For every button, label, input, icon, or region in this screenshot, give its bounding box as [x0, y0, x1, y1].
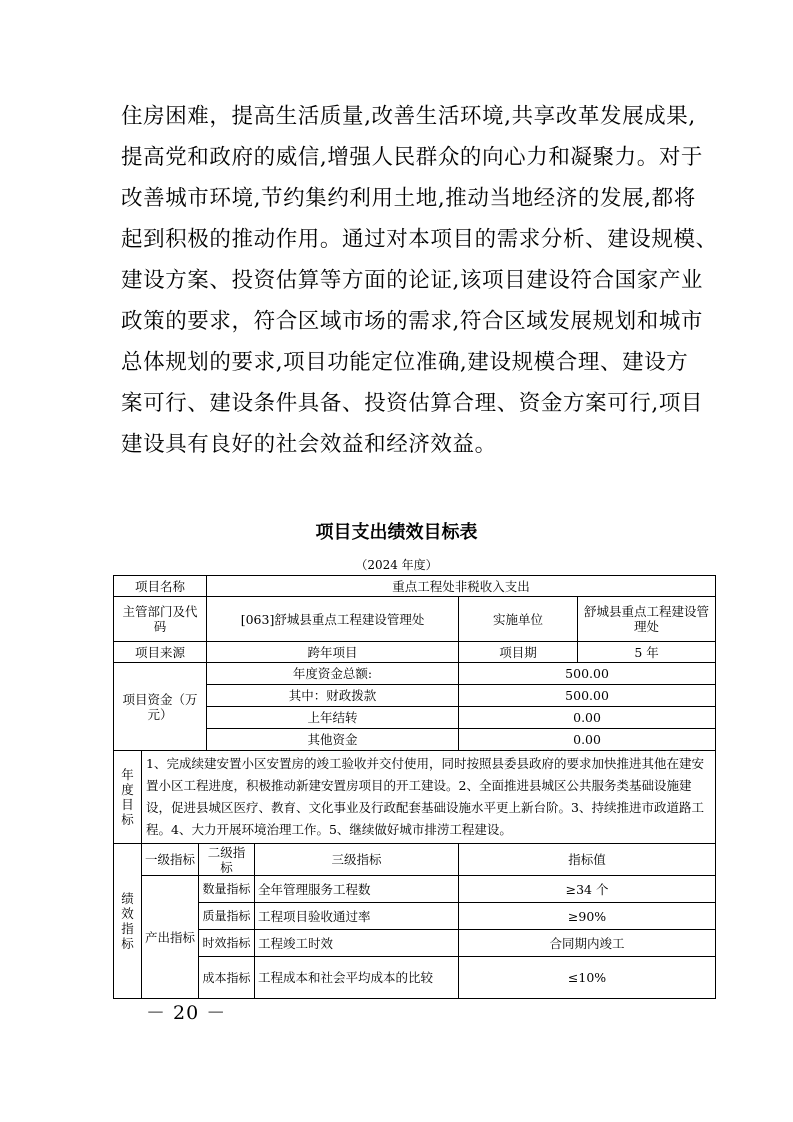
- table-title: 项目支出绩效目标表: [315, 522, 478, 543]
- body-paragraph: [121, 96, 718, 465]
- table-row: [114, 663, 716, 685]
- paragraph-line: 建设具有良好的社会效益和经济效益。: [121, 432, 497, 457]
- table-row: [114, 576, 716, 597]
- paragraph-line: 住房困难，提高生活质量,改善生活环境,共享改革发展成果,: [121, 104, 696, 129]
- period-value: 5 年: [578, 642, 716, 663]
- period-label: 项目期: [459, 642, 578, 663]
- source-value: 跨年项目: [207, 642, 459, 663]
- table-row: [114, 903, 716, 930]
- header-value: 指标值: [459, 844, 716, 876]
- level2-timeliness: 时效指标: [199, 930, 255, 957]
- funds-item-label: 其中：财政拨款: [207, 685, 459, 707]
- funds-item-value: 500.00: [459, 663, 716, 685]
- indicator-value: 合同期内竣工: [459, 930, 716, 957]
- source-label: 项目来源: [114, 642, 207, 663]
- performance-goal-table: [113, 575, 716, 999]
- perf-indicator-label: 绩效指标: [114, 844, 142, 999]
- table-row: [114, 751, 716, 844]
- project-name-label: 项目名称: [114, 576, 207, 597]
- project-name-value: 重点工程处非税收入支出: [207, 576, 716, 597]
- table-row: [114, 642, 716, 663]
- table-row: [114, 957, 716, 999]
- level2-quantity: 数量指标: [199, 876, 255, 903]
- level1-output: 产出指标: [142, 876, 199, 999]
- funds-item-value: 0.00: [459, 729, 716, 751]
- level3-item: 工程成本和社会平均成本的比较: [255, 957, 459, 999]
- indicator-value: ≥90%: [459, 903, 716, 930]
- header-level2: 二级指标: [199, 844, 255, 876]
- dept-value: [063]舒城县重点工程建设管理处: [207, 597, 459, 642]
- paragraph-line: 建设方案、投资估算等方面的论证,该项目建设符合国家产业: [121, 268, 704, 293]
- table-row: [114, 844, 716, 876]
- annual-goal-label: 年度目标: [114, 751, 142, 844]
- header-level1: 一级指标: [142, 844, 199, 876]
- page-number: － 20 －: [146, 1002, 227, 1024]
- table-row: [114, 597, 716, 642]
- table-row: [114, 930, 716, 957]
- level3-item: 全年管理服务工程数: [255, 876, 459, 903]
- table-year: （2024 年度）: [355, 558, 438, 572]
- funds-label: 项目资金（万元）: [114, 663, 207, 751]
- indicator-value: ≤10%: [459, 957, 716, 999]
- funds-item-label: 上年结转: [207, 707, 459, 729]
- annual-goal-text: 1、完成续建安置小区安置房的竣工验收并交付使用，同时按照县委县政府的要求加快推进其他在建安置小区工程进度，积极推动新建安置房项目的开工建设。2、全面推进县城区公共服务类基础设施建设，促进县城区医疗、教育、文化事业及行政配套基础设施水平更上新台阶。3、持续推进市政道路工程。4、大力开展环境治理工作。5、继续做好城市排涝工程建设。: [142, 751, 716, 844]
- level2-cost: 成本指标: [199, 957, 255, 999]
- funds-item-label: 其他资金: [207, 729, 459, 751]
- level3-item: 工程项目验收通过率: [255, 903, 459, 930]
- impl-value: 舒城县重点工程建设管理处: [578, 597, 716, 642]
- dept-label: 主管部门及代码: [114, 597, 207, 642]
- level3-item: 工程竣工时效: [255, 930, 459, 957]
- header-level3: 三级指标: [255, 844, 459, 876]
- paragraph-line: 案可行、建设条件具备、投资估算合理、资金方案可行,项目: [121, 391, 704, 416]
- paragraph-line: 提高党和政府的威信,增强人民群众的向心力和凝聚力。对于: [121, 145, 704, 170]
- paragraph-line: 起到积极的推动作用。通过对本项目的需求分析、建设规模、: [121, 227, 718, 252]
- table-row: [114, 876, 716, 903]
- paragraph-line: 改善城市环境,节约集约利用土地,推动当地经济的发展,都将: [121, 186, 696, 211]
- paragraph-line: 总体规划的要求,项目功能定位准确,建设规模合理、建设方: [121, 350, 689, 375]
- impl-label: 实施单位: [459, 597, 578, 642]
- funds-item-value: 500.00: [459, 685, 716, 707]
- funds-item-value: 0.00: [459, 707, 716, 729]
- indicator-value: ≥34 个: [459, 876, 716, 903]
- paragraph-line: 政策的要求，符合区域市场的需求,符合区域发展规划和城市: [121, 309, 704, 334]
- funds-item-label: 年度资金总额:: [207, 663, 459, 685]
- level2-quality: 质量指标: [199, 903, 255, 930]
